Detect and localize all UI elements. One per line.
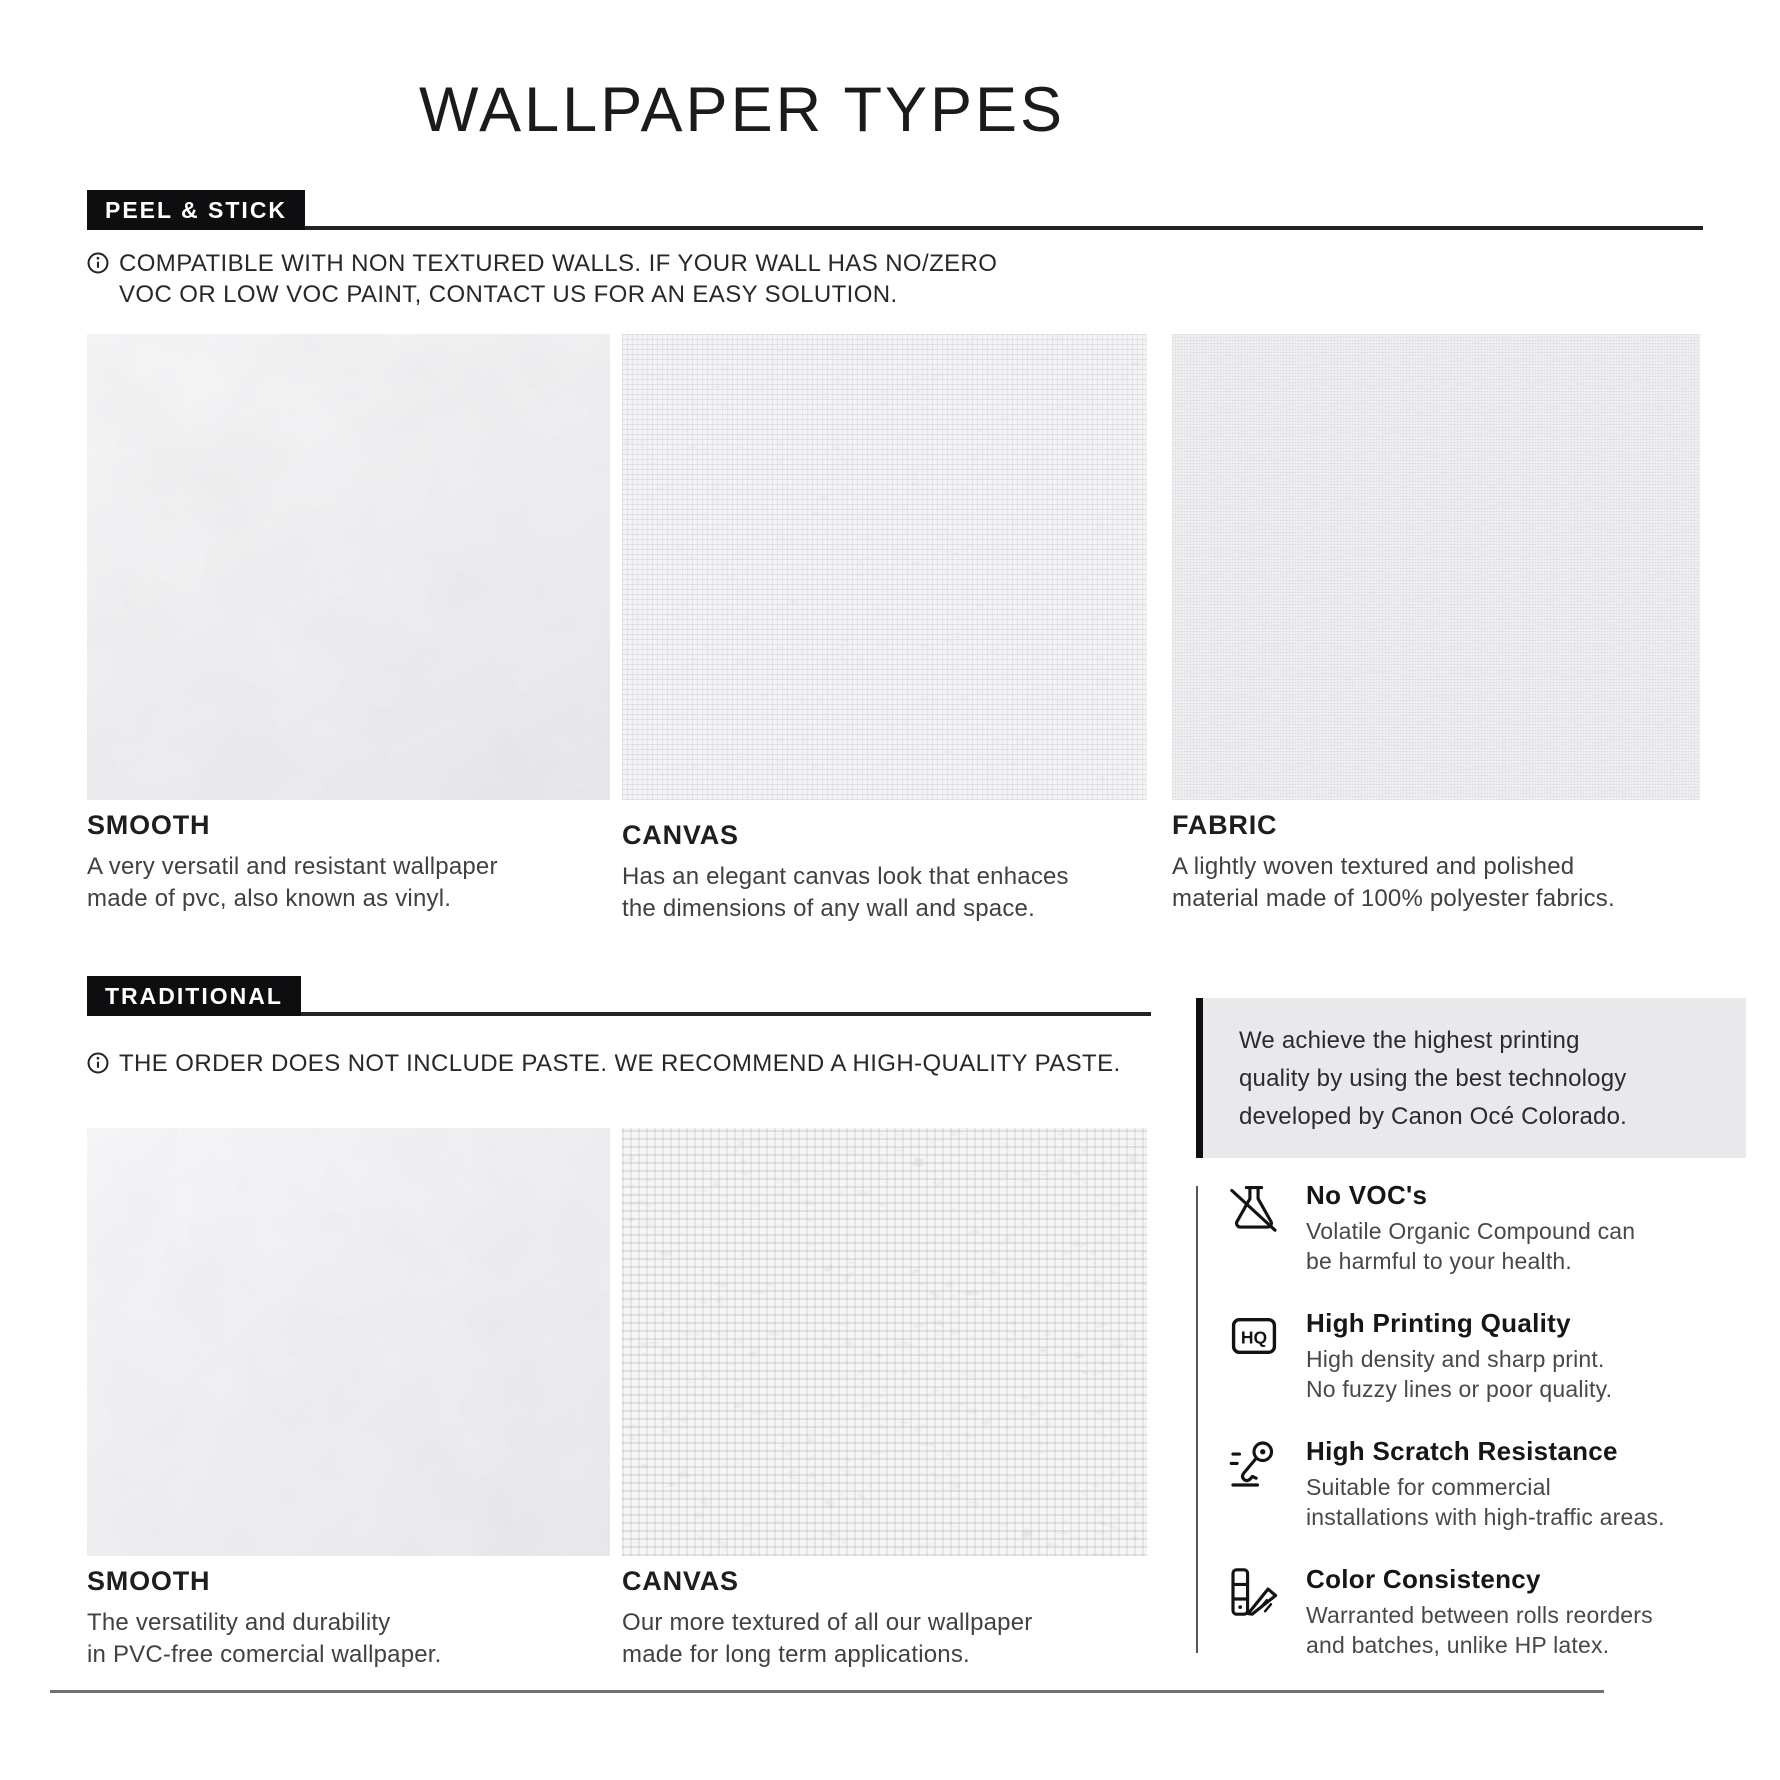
swatch-image-canvas-peel (622, 334, 1147, 800)
desc-line: installations with high-traffic areas. (1306, 1504, 1665, 1530)
caption-canvas-traditional (622, 1566, 1147, 1671)
svg-text:HQ: HQ (1240, 1327, 1268, 1348)
quality-note-line: We achieve the highest printing (1239, 1027, 1580, 1054)
color-swatches-icon (1226, 1564, 1282, 1620)
footer-divider-line (50, 1690, 1604, 1693)
swatch-description (622, 1607, 1147, 1671)
caption-fabric-peel (1172, 810, 1700, 915)
feature-description (1306, 1344, 1760, 1404)
swatch-title: FABRIC (1172, 810, 1278, 840)
swatch-description (1172, 851, 1700, 915)
desc-line: Suitable for commercial (1306, 1474, 1551, 1500)
note-line: COMPATIBLE WITH NON TEXTURED WALLS. IF YOUR WALL HAS NO/ZERO (119, 250, 998, 277)
desc-line: material made of 100% polyester fabrics. (1172, 885, 1615, 912)
feature-description (1306, 1472, 1760, 1532)
peel-stick-note-text (119, 248, 997, 310)
swatch-description (87, 851, 602, 915)
feature-title: Color Consistency (1306, 1564, 1541, 1594)
desc-line: High density and sharp print. (1306, 1346, 1605, 1372)
info-icon (87, 1052, 109, 1074)
features-divider-line (1196, 1186, 1198, 1653)
note-line: THE ORDER DOES NOT INCLUDE PASTE. WE RECOMMEND A HIGH-QUALITY PASTE. (119, 1050, 1121, 1077)
desc-line: the dimensions of any wall and space. (622, 895, 1035, 922)
page-title: WALLPAPER TYPES (418, 75, 1066, 145)
quality-note-line: developed by Canon Océ Colorado. (1239, 1103, 1627, 1130)
desc-line: in PVC-free comercial wallpaper. (87, 1641, 442, 1668)
swatch-image-canvas-traditional (622, 1128, 1147, 1556)
note-line: VOC OR LOW VOC PAINT, CONTACT US FOR AN EASY SOLUTION. (119, 281, 898, 308)
swatch-title: SMOOTH (87, 810, 211, 840)
desc-line: The versatility and durability (87, 1609, 391, 1636)
caption-canvas-peel (622, 820, 1147, 925)
printing-quality-note (1196, 998, 1746, 1158)
feature-description (1306, 1216, 1760, 1276)
key-scratch-icon (1226, 1436, 1282, 1492)
swatch-title: CANVAS (622, 820, 739, 850)
desc-line: made of pvc, also known as vinyl. (87, 885, 452, 912)
section-label-traditional: TRADITIONAL (87, 976, 301, 1016)
quality-note-line: quality by using the best technology (1239, 1065, 1627, 1092)
canvas-texture-noise (622, 334, 1147, 800)
swatch-title: SMOOTH (87, 1566, 211, 1596)
desc-line: Has an elegant canvas look that enhaces (622, 863, 1069, 890)
desc-line: Warranted between rolls reorders (1306, 1602, 1653, 1628)
desc-line: be harmful to your health. (1306, 1248, 1573, 1274)
caption-smooth-peel (87, 810, 602, 915)
traditional-note (87, 1048, 1121, 1079)
info-icon (87, 252, 109, 274)
hq-badge-icon (1226, 1308, 1282, 1364)
desc-line: and batches, unlike HP latex. (1306, 1632, 1610, 1658)
swatch-description (622, 861, 1147, 925)
traditional-note-text (119, 1048, 1121, 1079)
feature-no-voc (1226, 1180, 1760, 1276)
swatch-title: CANVAS (622, 1566, 739, 1596)
smooth-texture-noise (87, 334, 610, 800)
feature-color-consistency (1226, 1564, 1760, 1660)
desc-line: Volatile Organic Compound can (1306, 1218, 1636, 1244)
section-label-peel-stick: PEEL & STICK (87, 190, 305, 230)
desc-line: A very versatil and resistant wallpaper (87, 853, 498, 880)
desc-line: made for long term applications. (622, 1641, 970, 1668)
burlap-texture-noise (622, 1128, 1147, 1556)
swatch-image-smooth-peel (87, 334, 610, 800)
feature-title: High Scratch Resistance (1306, 1436, 1618, 1466)
desc-line: A lightly woven textured and polished (1172, 853, 1575, 880)
desc-line: Our more textured of all our wallpaper (622, 1609, 1033, 1636)
feature-title: High Printing Quality (1306, 1308, 1571, 1338)
swatch-image-smooth-traditional (87, 1128, 610, 1556)
smooth-texture-noise (87, 1128, 610, 1556)
fabric-texture-noise (1172, 334, 1700, 800)
feature-title: No VOC's (1306, 1180, 1428, 1210)
feature-description (1306, 1600, 1760, 1660)
swatch-image-fabric-peel (1172, 334, 1700, 800)
section-rule-peel-stick (87, 226, 1703, 230)
feature-high-scratch-resistance (1226, 1436, 1760, 1532)
feature-high-printing-quality (1226, 1308, 1760, 1404)
peel-stick-note (87, 248, 997, 310)
desc-line: No fuzzy lines or poor quality. (1306, 1376, 1613, 1402)
caption-smooth-traditional (87, 1566, 602, 1671)
swatch-description (87, 1607, 602, 1671)
no-voc-flask-icon (1226, 1180, 1282, 1236)
